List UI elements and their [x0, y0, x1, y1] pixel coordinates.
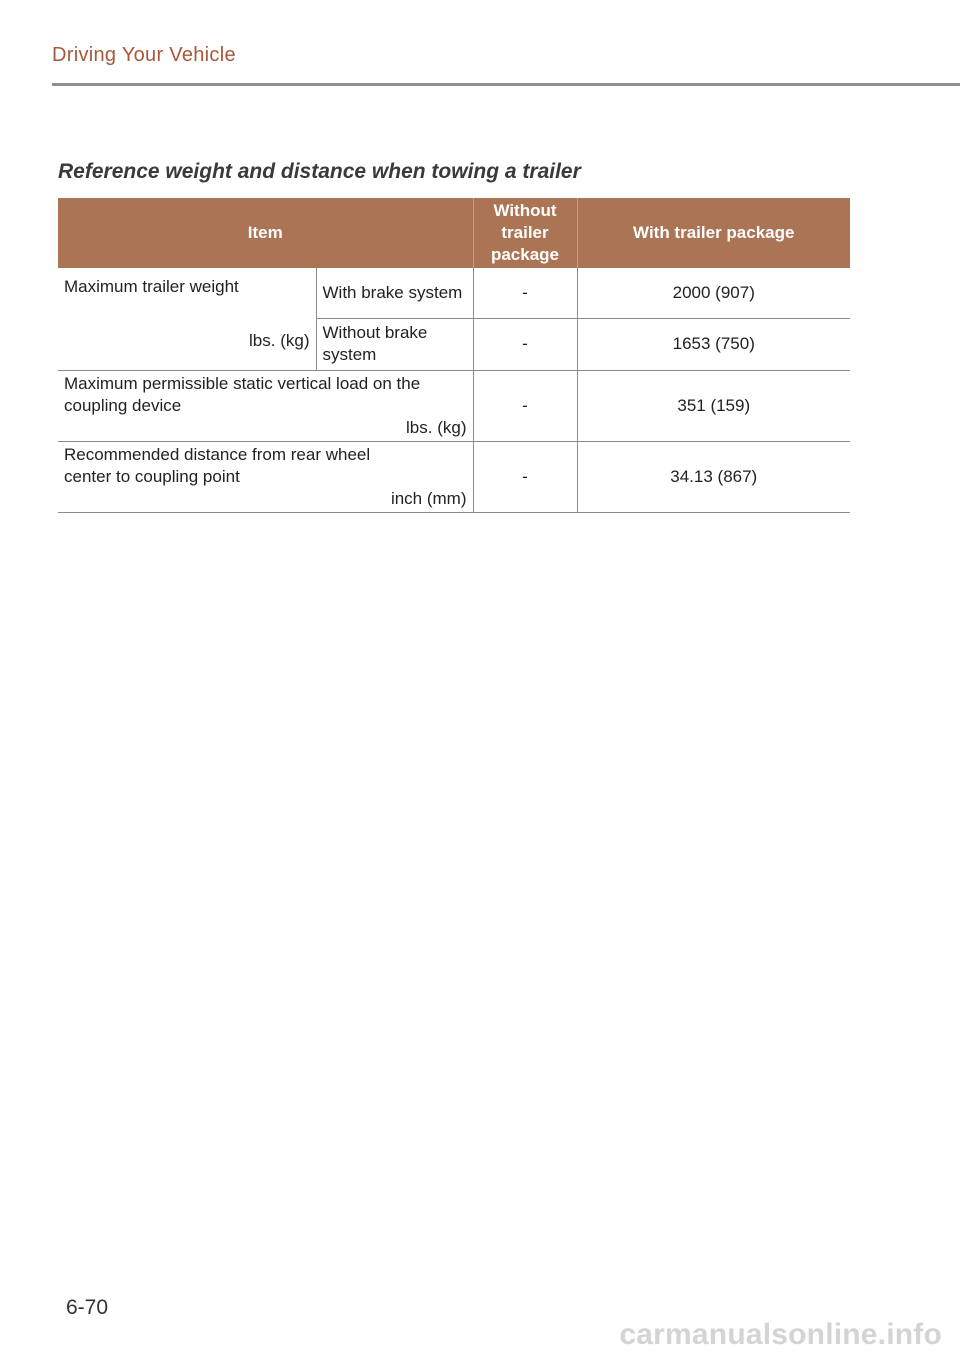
section-title: Reference weight and distance when towing a trailer: [58, 160, 581, 183]
row-item-label: Recommended distance from rear wheel center to coupling point: [64, 444, 371, 486]
row-unit-label: inch (mm): [390, 488, 467, 508]
table-row: [58, 441, 850, 512]
table-row: [58, 370, 850, 441]
column-header-with-package: With trailer package: [577, 198, 850, 268]
without-package-value: -: [473, 370, 577, 441]
towing-spec-table: [58, 198, 850, 513]
table-row: [58, 268, 850, 318]
row-item-label: Maximum trailer weight: [64, 277, 239, 296]
with-package-value: 351 (159): [577, 370, 850, 441]
column-header-item: Item: [58, 198, 473, 268]
without-package-value: -: [473, 318, 577, 370]
max-trailer-weight-cell: [58, 268, 316, 370]
row-item-cell: [58, 441, 473, 512]
with-package-value: 1653 (750): [577, 318, 850, 370]
condition-cell: With brake system: [316, 268, 473, 318]
without-package-value: -: [473, 268, 577, 318]
row-unit-label: lbs. (kg): [406, 417, 467, 437]
watermark: carmanualsonline.info: [619, 1318, 942, 1351]
with-package-value: 34.13 (867): [577, 441, 850, 512]
page-number: 6-70: [66, 1296, 109, 1319]
row-unit-label: lbs. (kg): [249, 331, 310, 350]
header-divider: [52, 83, 960, 86]
running-header: Driving Your Vehicle: [52, 44, 236, 66]
table-header-row: [58, 198, 850, 268]
column-header-without-package: Without trailer package: [473, 198, 577, 268]
condition-cell: Without brake system: [316, 318, 473, 370]
row-item-cell: [58, 370, 473, 441]
without-package-value: -: [473, 441, 577, 512]
with-package-value: 2000 (907): [577, 268, 850, 318]
row-item-label: Maximum permissible static vertical load on the coupling device: [64, 373, 421, 415]
